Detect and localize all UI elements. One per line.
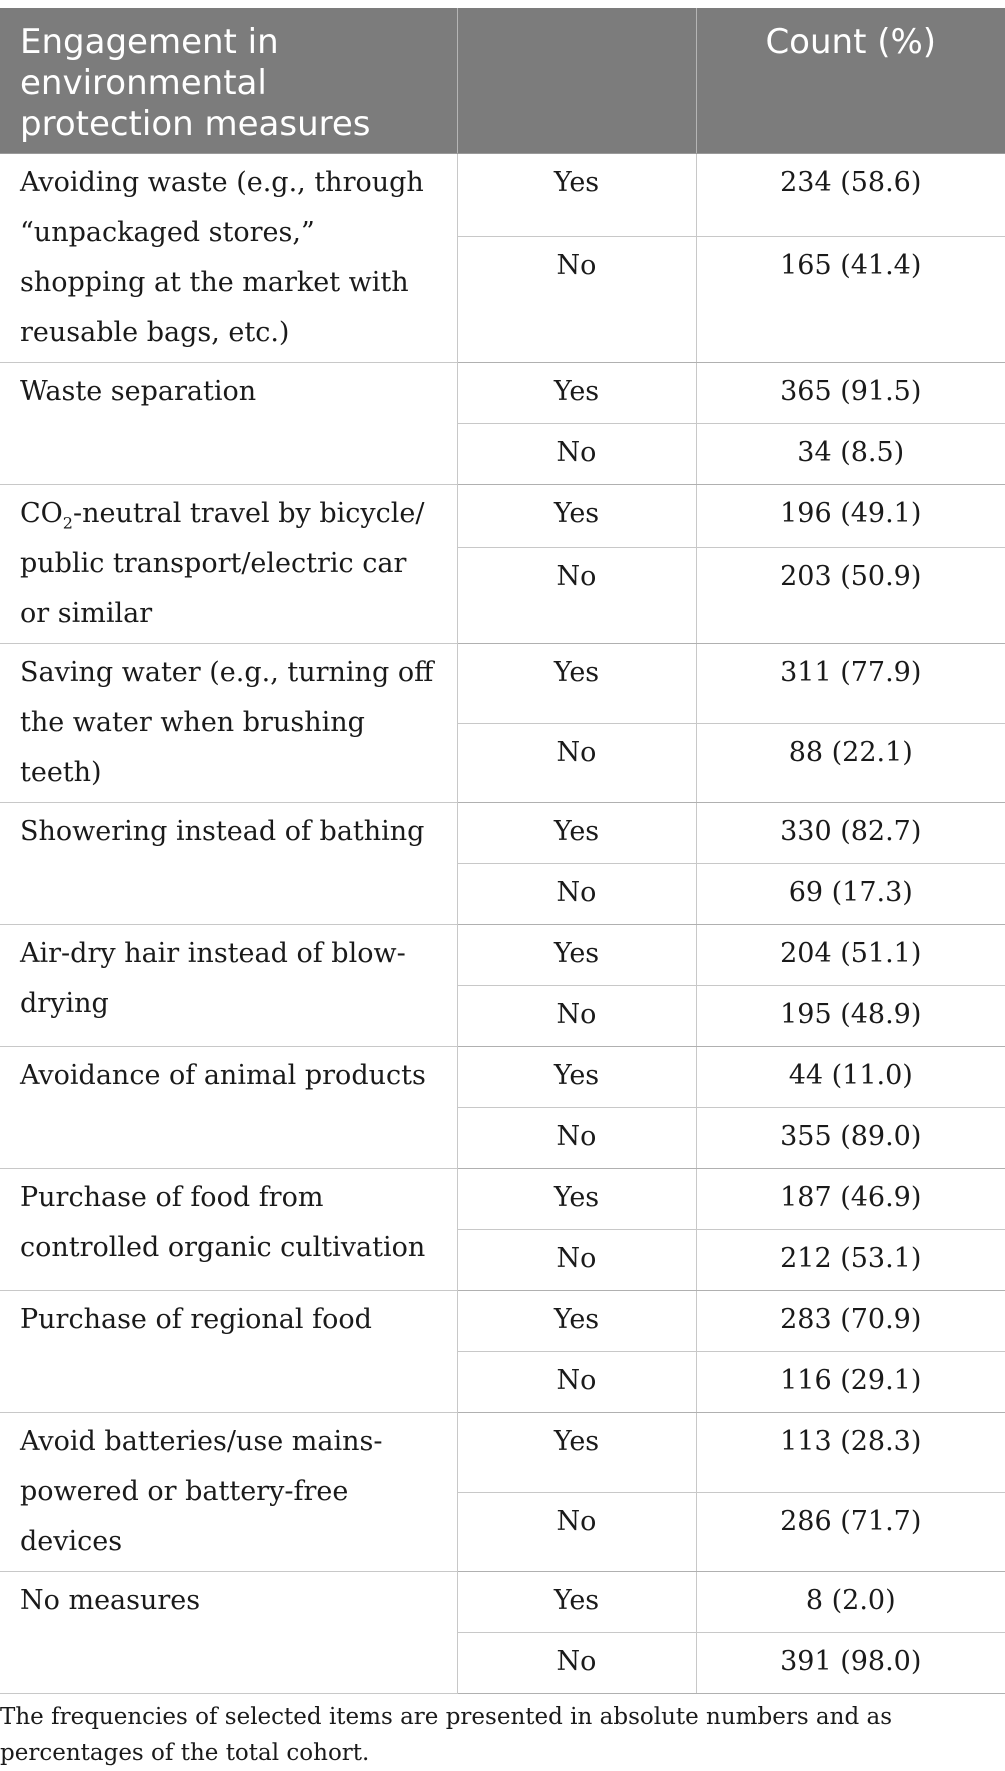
count-no: 69 (17.3) <box>696 864 1005 925</box>
response-yes: Yes <box>457 644 696 724</box>
table-row <box>0 1047 1005 1108</box>
count-no: 34 (8.5) <box>696 424 1005 485</box>
table-row <box>0 1413 1005 1493</box>
count-yes: 8 (2.0) <box>696 1572 1005 1633</box>
measure-cell: Waste separation <box>0 363 457 485</box>
measure-cell: Avoiding waste (e.g., through “unpackaged stores,” shopping at the market with reusable bags, etc.) <box>0 154 457 363</box>
response-yes: Yes <box>457 925 696 986</box>
table-row <box>0 485 1005 548</box>
table-row <box>0 154 1005 237</box>
response-yes: Yes <box>457 1572 696 1633</box>
count-no: 391 (98.0) <box>696 1633 1005 1694</box>
measure-co2-prefix: CO <box>20 498 63 529</box>
count-yes: 365 (91.5) <box>696 363 1005 424</box>
response-no: No <box>457 1108 696 1169</box>
table-row <box>0 1291 1005 1352</box>
response-no: No <box>457 1633 696 1694</box>
response-no: No <box>457 1230 696 1291</box>
count-no: 195 (48.9) <box>696 986 1005 1047</box>
header-measure: Engagement in environmental protection measures <box>0 8 457 154</box>
response-yes: Yes <box>457 485 696 548</box>
count-yes: 44 (11.0) <box>696 1047 1005 1108</box>
count-no: 286 (71.7) <box>696 1492 1005 1572</box>
count-yes: 330 (82.7) <box>696 803 1005 864</box>
count-no: 355 (89.0) <box>696 1108 1005 1169</box>
measure-cell: Air-dry hair instead of blow-drying <box>0 925 457 1047</box>
measure-cell: Showering instead of bathing <box>0 803 457 925</box>
measure-cell: Saving water (e.g., turning off the water when brushing teeth) <box>0 644 457 803</box>
measure-cell: Purchase of regional food <box>0 1291 457 1413</box>
table-body <box>0 154 1005 1694</box>
response-no: No <box>457 1492 696 1572</box>
response-yes: Yes <box>457 1047 696 1108</box>
response-no: No <box>457 986 696 1047</box>
count-no: 88 (22.1) <box>696 723 1005 803</box>
table-row <box>0 1169 1005 1230</box>
table-row <box>0 644 1005 724</box>
measure-cell: Avoidance of animal products <box>0 1047 457 1169</box>
measure-co2-subscript: 2 <box>62 513 73 533</box>
measure-cell: Avoid batteries/use mains-powered or battery-free devices <box>0 1413 457 1572</box>
measure-co2-suffix: -neutral travel by bicycle/ public transport/electric car or similar <box>20 498 425 629</box>
header-count: Count (%) <box>696 8 1005 154</box>
count-no: 116 (29.1) <box>696 1352 1005 1413</box>
response-no: No <box>457 548 696 644</box>
measure-cell: Purchase of food from controlled organic cultivation <box>0 1169 457 1291</box>
count-yes: 283 (70.9) <box>696 1291 1005 1352</box>
response-no: No <box>457 237 696 363</box>
count-yes: 113 (28.3) <box>696 1413 1005 1493</box>
count-yes: 187 (46.9) <box>696 1169 1005 1230</box>
response-yes: Yes <box>457 1169 696 1230</box>
table-row <box>0 925 1005 986</box>
measure-cell <box>0 485 457 644</box>
count-yes: 196 (49.1) <box>696 485 1005 548</box>
count-yes: 311 (77.9) <box>696 644 1005 724</box>
table-header <box>0 8 1005 154</box>
response-yes: Yes <box>457 1413 696 1493</box>
response-no: No <box>457 723 696 803</box>
table-row <box>0 803 1005 864</box>
count-yes: 204 (51.1) <box>696 925 1005 986</box>
response-yes: Yes <box>457 363 696 424</box>
response-yes: Yes <box>457 803 696 864</box>
response-no: No <box>457 424 696 485</box>
header-row <box>0 8 1005 154</box>
table-footnote: The frequencies of selected items are presented in absolute numbers and as percentages of the total cohort. <box>0 1704 893 1766</box>
response-yes: Yes <box>457 154 696 237</box>
response-no: No <box>457 864 696 925</box>
count-no: 203 (50.9) <box>696 548 1005 644</box>
count-yes: 234 (58.6) <box>696 154 1005 237</box>
table-row <box>0 363 1005 424</box>
response-no: No <box>457 1352 696 1413</box>
table-row <box>0 1572 1005 1633</box>
measure-cell: No measures <box>0 1572 457 1694</box>
header-response <box>457 8 696 154</box>
count-no: 165 (41.4) <box>696 237 1005 363</box>
count-no: 212 (53.1) <box>696 1230 1005 1291</box>
response-yes: Yes <box>457 1291 696 1352</box>
engagement-table <box>0 8 1005 1694</box>
